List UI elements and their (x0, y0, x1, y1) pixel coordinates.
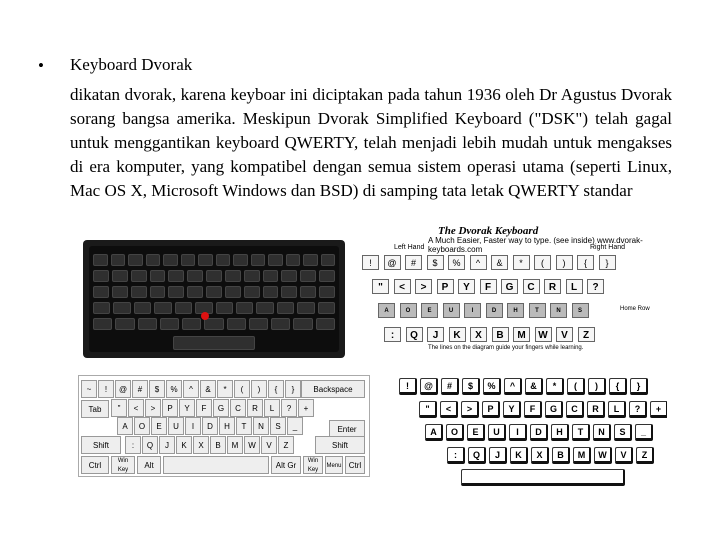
chart-key: $ (427, 255, 444, 270)
keycaps-key: + (650, 401, 667, 418)
keycaps-key: < (440, 401, 458, 418)
chart-key: " (372, 279, 389, 294)
laptop-key-row (93, 254, 335, 266)
qwerty-key: > (145, 399, 161, 417)
keycaps-key: G (545, 401, 563, 418)
keycaps-key: Y (503, 401, 521, 418)
chart-subtitle: A Much Easier, Faster way to type. (see inside) www.dvorak-keyboards.com (428, 236, 643, 254)
home-row-label: Home Row (620, 306, 650, 312)
chart-key: # (405, 255, 422, 270)
qwerty-key: Q (142, 436, 158, 454)
keycaps-key: V (615, 447, 633, 464)
qwerty-key: P (162, 399, 178, 417)
keycaps-key: ! (399, 378, 417, 395)
chart-key: V (556, 327, 573, 342)
keycap-spacebar (461, 469, 625, 486)
chart-key: { (577, 255, 594, 270)
keycaps-key: ^ (504, 378, 522, 395)
chart-key: U (443, 303, 460, 318)
qwerty-key: H (219, 417, 235, 435)
chart-key: @ (384, 255, 401, 270)
keycaps-key: " (419, 401, 437, 418)
qwerty-key: S (270, 417, 286, 435)
qwerty-key: C (230, 399, 246, 417)
qwerty-key: I (185, 417, 201, 435)
chart-key: Z (578, 327, 595, 342)
qwerty-key: ~ (81, 380, 97, 398)
keycaps-key: L (608, 401, 626, 418)
keycaps-key: $ (462, 378, 480, 395)
left-hand-label: Left Hand (394, 244, 425, 251)
laptop-keyboard-photo (83, 240, 345, 358)
qwerty-key: R (247, 399, 263, 417)
chart-key: Y (458, 279, 475, 294)
chart-key: F (480, 279, 497, 294)
win-left-key: Win Key (111, 456, 135, 474)
keycaps-key: R (587, 401, 605, 418)
keycaps-key: * (546, 378, 564, 395)
keycaps-key: J (489, 447, 507, 464)
chart-key: & (491, 255, 508, 270)
keycaps-key: H (551, 424, 569, 441)
chart-key: > (415, 279, 432, 294)
chart-key: R (544, 279, 561, 294)
chart-key: O (400, 303, 417, 318)
slide-heading: Keyboard Dvorak (70, 55, 193, 74)
dvorak-keycaps-image (395, 374, 667, 486)
win-right-key: Win Key (303, 456, 323, 474)
qwerty-key: N (253, 417, 269, 435)
qwerty-key: L (264, 399, 280, 417)
keycaps-key: N (593, 424, 611, 441)
chart-key: D (486, 303, 503, 318)
qwerty-key: ) (251, 380, 267, 398)
chart-key: K (449, 327, 466, 342)
dvorak-layout-diagram (78, 375, 370, 477)
tab-key: Tab (81, 400, 109, 418)
qwerty-key: % (166, 380, 182, 398)
keycaps-key: C (566, 401, 584, 418)
qwerty-key: # (132, 380, 148, 398)
chart-key: A (378, 303, 395, 318)
keycaps-key: ) (588, 378, 606, 395)
shift-left-key: Shift (81, 436, 121, 454)
chart-key: % (448, 255, 465, 270)
keycaps-key: # (441, 378, 459, 395)
enter-key: Enter (329, 420, 365, 438)
qwerty-key: D (202, 417, 218, 435)
chart-key: M (513, 327, 530, 342)
keycaps-key: X (531, 447, 549, 464)
chart-key: W (535, 327, 552, 342)
qwerty-key: M (227, 436, 243, 454)
qwerty-key: Z (278, 436, 294, 454)
qwerty-key: @ (115, 380, 131, 398)
alt-left-key: Alt (137, 456, 161, 474)
chart-key: J (427, 327, 444, 342)
qwerty-key: F (196, 399, 212, 417)
qwerty-key: ? (281, 399, 297, 417)
chart-key: E (421, 303, 438, 318)
keycaps-key: _ (635, 424, 653, 441)
qwerty-key: A (117, 417, 133, 435)
qwerty-key: ! (98, 380, 114, 398)
qwerty-key: G (213, 399, 229, 417)
spacebar-key (163, 456, 269, 474)
keycaps-key: } (630, 378, 648, 395)
keycaps-key: ? (629, 401, 647, 418)
qwerty-key: + (298, 399, 314, 417)
keycaps-key: U (488, 424, 506, 441)
chart-key: Q (406, 327, 423, 342)
chart-key: H (507, 303, 524, 318)
menu-key: Menu (325, 456, 343, 474)
backspace-key: Backspace (301, 380, 365, 398)
laptop-key-row (93, 318, 335, 330)
keycaps-key: & (525, 378, 543, 395)
keycaps-key: { (609, 378, 627, 395)
chart-key: L (566, 279, 583, 294)
laptop-key-row (93, 302, 335, 314)
keycaps-key: M (573, 447, 591, 464)
qwerty-key: ^ (183, 380, 199, 398)
qwerty-key: { (268, 380, 284, 398)
slide-body-text: dikatan dvorak, karena keyboar ini diciptakan pada tahun 1936 oleh Dr Agustus Dvorak sorang bangsa amerika. Meskipun Dvorak Simplified Keyboard ("DSK") telah gagal untuk menggantikan keyboard QWERTY, telah menjadi lebih mudah untuk mengakses di era komputer, yang kompatibel dengan semua sistem operasi utama (seperti Linux, Mac OS X, Microsoft Windows dan BSD) di samping tata letak QWERTY standar (70, 85, 672, 200)
shift-right-key: Shift (315, 436, 365, 454)
keycaps-key: D (530, 424, 548, 441)
keycaps-key: Z (636, 447, 654, 464)
keycaps-key: I (509, 424, 527, 441)
chart-key: ( (534, 255, 551, 270)
keycaps-key: A (425, 424, 443, 441)
keycaps-key: T (572, 424, 590, 441)
chart-key: S (572, 303, 589, 318)
qwerty-key: T (236, 417, 252, 435)
chart-key: : (384, 327, 401, 342)
qwerty-key: O (134, 417, 150, 435)
keycaps-key: @ (420, 378, 438, 395)
qwerty-key: _ (287, 417, 303, 435)
laptop-spacebar (173, 336, 255, 350)
qwerty-key: : (125, 436, 141, 454)
keycaps-key: Q (468, 447, 486, 464)
chart-key: ! (362, 255, 379, 270)
qwerty-key: " (111, 399, 127, 417)
laptop-key-row (93, 286, 335, 298)
keycaps-key: : (447, 447, 465, 464)
qwerty-key: $ (149, 380, 165, 398)
chart-key: ) (556, 255, 573, 270)
qwerty-key: Y (179, 399, 195, 417)
keycaps-key: % (483, 378, 501, 395)
chart-key: P (437, 279, 454, 294)
keycaps-key: F (524, 401, 542, 418)
keycaps-key: > (461, 401, 479, 418)
chart-key: N (550, 303, 567, 318)
chart-key: T (529, 303, 546, 318)
chart-title: The Dvorak Keyboard (438, 225, 539, 237)
qwerty-key: } (285, 380, 301, 398)
chart-key: B (492, 327, 509, 342)
qwerty-key: U (168, 417, 184, 435)
qwerty-key: X (193, 436, 209, 454)
qwerty-key: & (200, 380, 216, 398)
qwerty-key: * (217, 380, 233, 398)
laptop-key-row (93, 270, 335, 282)
dvorak-chart-image (358, 225, 668, 358)
qwerty-key: ( (234, 380, 250, 398)
chart-key: G (501, 279, 518, 294)
chart-key: C (523, 279, 540, 294)
qwerty-key: < (128, 399, 144, 417)
keycaps-key: E (467, 424, 485, 441)
chart-key: ? (587, 279, 604, 294)
keycaps-key: O (446, 424, 464, 441)
bullet-marker: • (38, 56, 44, 75)
qwerty-key: W (244, 436, 260, 454)
chart-key: X (470, 327, 487, 342)
qwerty-key: J (159, 436, 175, 454)
qwerty-key: E (151, 417, 167, 435)
keycaps-key: B (552, 447, 570, 464)
alt-gr-key: Alt Gr (271, 456, 301, 474)
right-hand-label: Right Hand (590, 244, 626, 251)
keycaps-key: ( (567, 378, 585, 395)
qwerty-key: K (176, 436, 192, 454)
keycaps-key: K (510, 447, 528, 464)
qwerty-key: B (210, 436, 226, 454)
chart-key: * (513, 255, 530, 270)
ctrl-left-key: Ctrl (81, 456, 109, 474)
chart-footnote: The lines on the diagram guide your fingers while learning. (428, 345, 584, 351)
keycaps-key: P (482, 401, 500, 418)
qwerty-key: V (261, 436, 277, 454)
keycaps-key: W (594, 447, 612, 464)
keycaps-key: S (614, 424, 632, 441)
ctrl-right-key: Ctrl (345, 456, 365, 474)
chart-key: } (599, 255, 616, 270)
chart-key: I (464, 303, 481, 318)
chart-key: ^ (470, 255, 487, 270)
chart-key: < (394, 279, 411, 294)
trackpoint-nub (201, 312, 209, 320)
